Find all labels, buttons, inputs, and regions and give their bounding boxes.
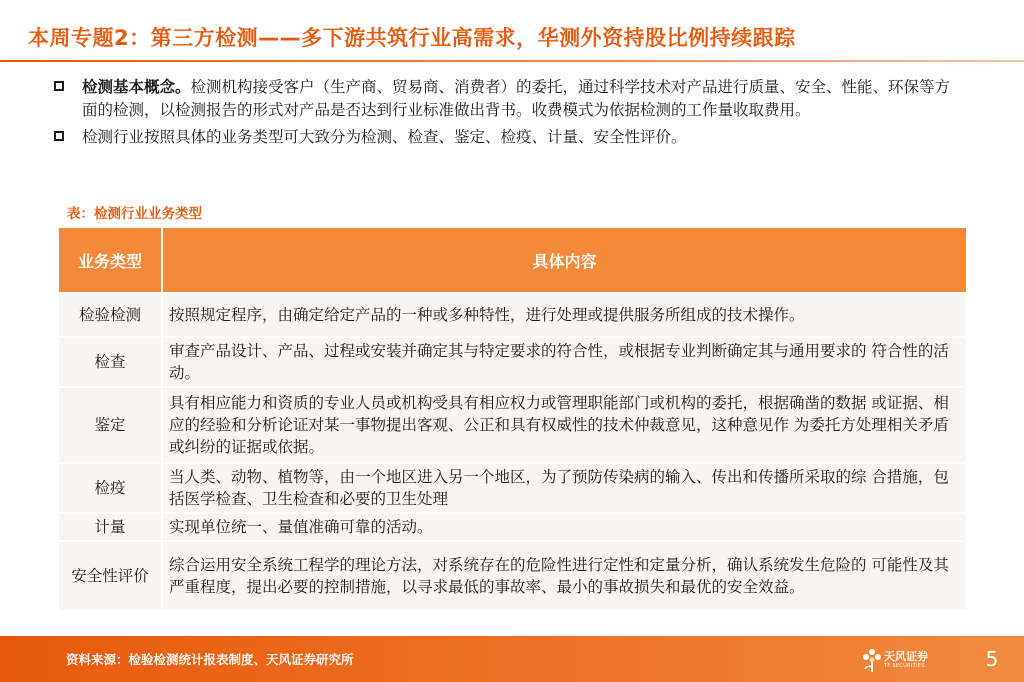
row-type: 安全性评价	[59, 541, 162, 609]
row-content: 审查产品设计、产品、过程或安装并确定其与特定要求的符合性，或根据专业判断确定其与通用要求的 符合性的活动。	[162, 337, 966, 387]
row-content: 实现单位统一、量值准确可靠的活动。	[162, 513, 966, 541]
logo-subtext: TF SECURITIES	[884, 663, 925, 669]
business-type-table	[59, 228, 966, 609]
row-type: 鉴定	[59, 387, 162, 463]
header-content: 具体内容	[162, 228, 966, 293]
table-row	[59, 337, 966, 387]
bullet-text: 检测机构接受客户（生产商、贸易商、消费者）的委托，通过科学技术对产品进行质量、安全、性能、环保等方面的检测，以检测报告的形式对产品是否达到行业标准做出背书。收费模式为依据检测的工作量收取费用。	[82, 78, 951, 119]
source-note: 资料来源：检验检测统计报表制度、天风证券研究所	[66, 652, 354, 667]
row-type: 检查	[59, 337, 162, 387]
company-logo	[862, 645, 942, 675]
row-content: 综合运用安全系统工程学的理论方法，对系统存在的危险性进行定性和定量分析，确认系统发生危险的 可能性及其严重程度，提出必要的控制措施，以寻求最低的事故率、最小的事故损失和最优的安全效益。	[162, 541, 966, 609]
table-row	[59, 293, 966, 337]
bullet-item-concept	[54, 76, 954, 122]
row-type: 检验检测	[59, 293, 162, 337]
bullet-item-categories	[54, 126, 954, 149]
bullet-list	[54, 76, 954, 153]
row-content: 具有相应能力和资质的专业人员或机构受具有相应权力或管理职能部门或机构的委托，根据确凿的数据 或证据、相应的经验和分析论证对某一事物提出客观、公正和具有权威性的技术仲裁意见，这种意见作 为委托方处理相关矛盾或纠纷的证据或依据。	[162, 387, 966, 463]
bullet-text: 检测行业按照具体的业务类型可大致分为检测、检查、鉴定、检疫、计量、安全性评价。	[82, 128, 687, 146]
footer-bar	[0, 636, 1024, 682]
row-type: 检疫	[59, 463, 162, 513]
square-bullet-icon	[54, 81, 64, 91]
bullet-lead: 检测基本概念。	[82, 78, 191, 96]
row-type: 计量	[59, 513, 162, 541]
square-bullet-icon	[54, 131, 64, 141]
row-content: 按照规定程序，由确定给定产品的一种或多种特性，进行处理或提供服务所组成的技术操作。	[162, 293, 966, 337]
page-title: 本周专题2：第三方检测——多下游共筑行业高需求，华测外资持股比例持续跟踪	[28, 26, 796, 50]
header-business-type: 业务类型	[59, 228, 162, 293]
table-row	[59, 513, 966, 541]
table-row	[59, 541, 966, 609]
flower-logo-icon	[862, 647, 882, 673]
page-number: 5	[960, 636, 1024, 682]
table-caption: 表：检测行业业务类型	[67, 206, 202, 222]
table-row	[59, 387, 966, 463]
table-row	[59, 463, 966, 513]
logo-text: 天风证券	[884, 650, 928, 663]
title-divider	[0, 60, 1024, 62]
row-content: 当人类、动物、植物等，由一个地区进入另一个地区，为了预防传染病的输入、传出和传播所采取的综 合措施，包括医学检查、卫生检查和必要的卫生处理	[162, 463, 966, 513]
table-header-row	[59, 228, 966, 293]
